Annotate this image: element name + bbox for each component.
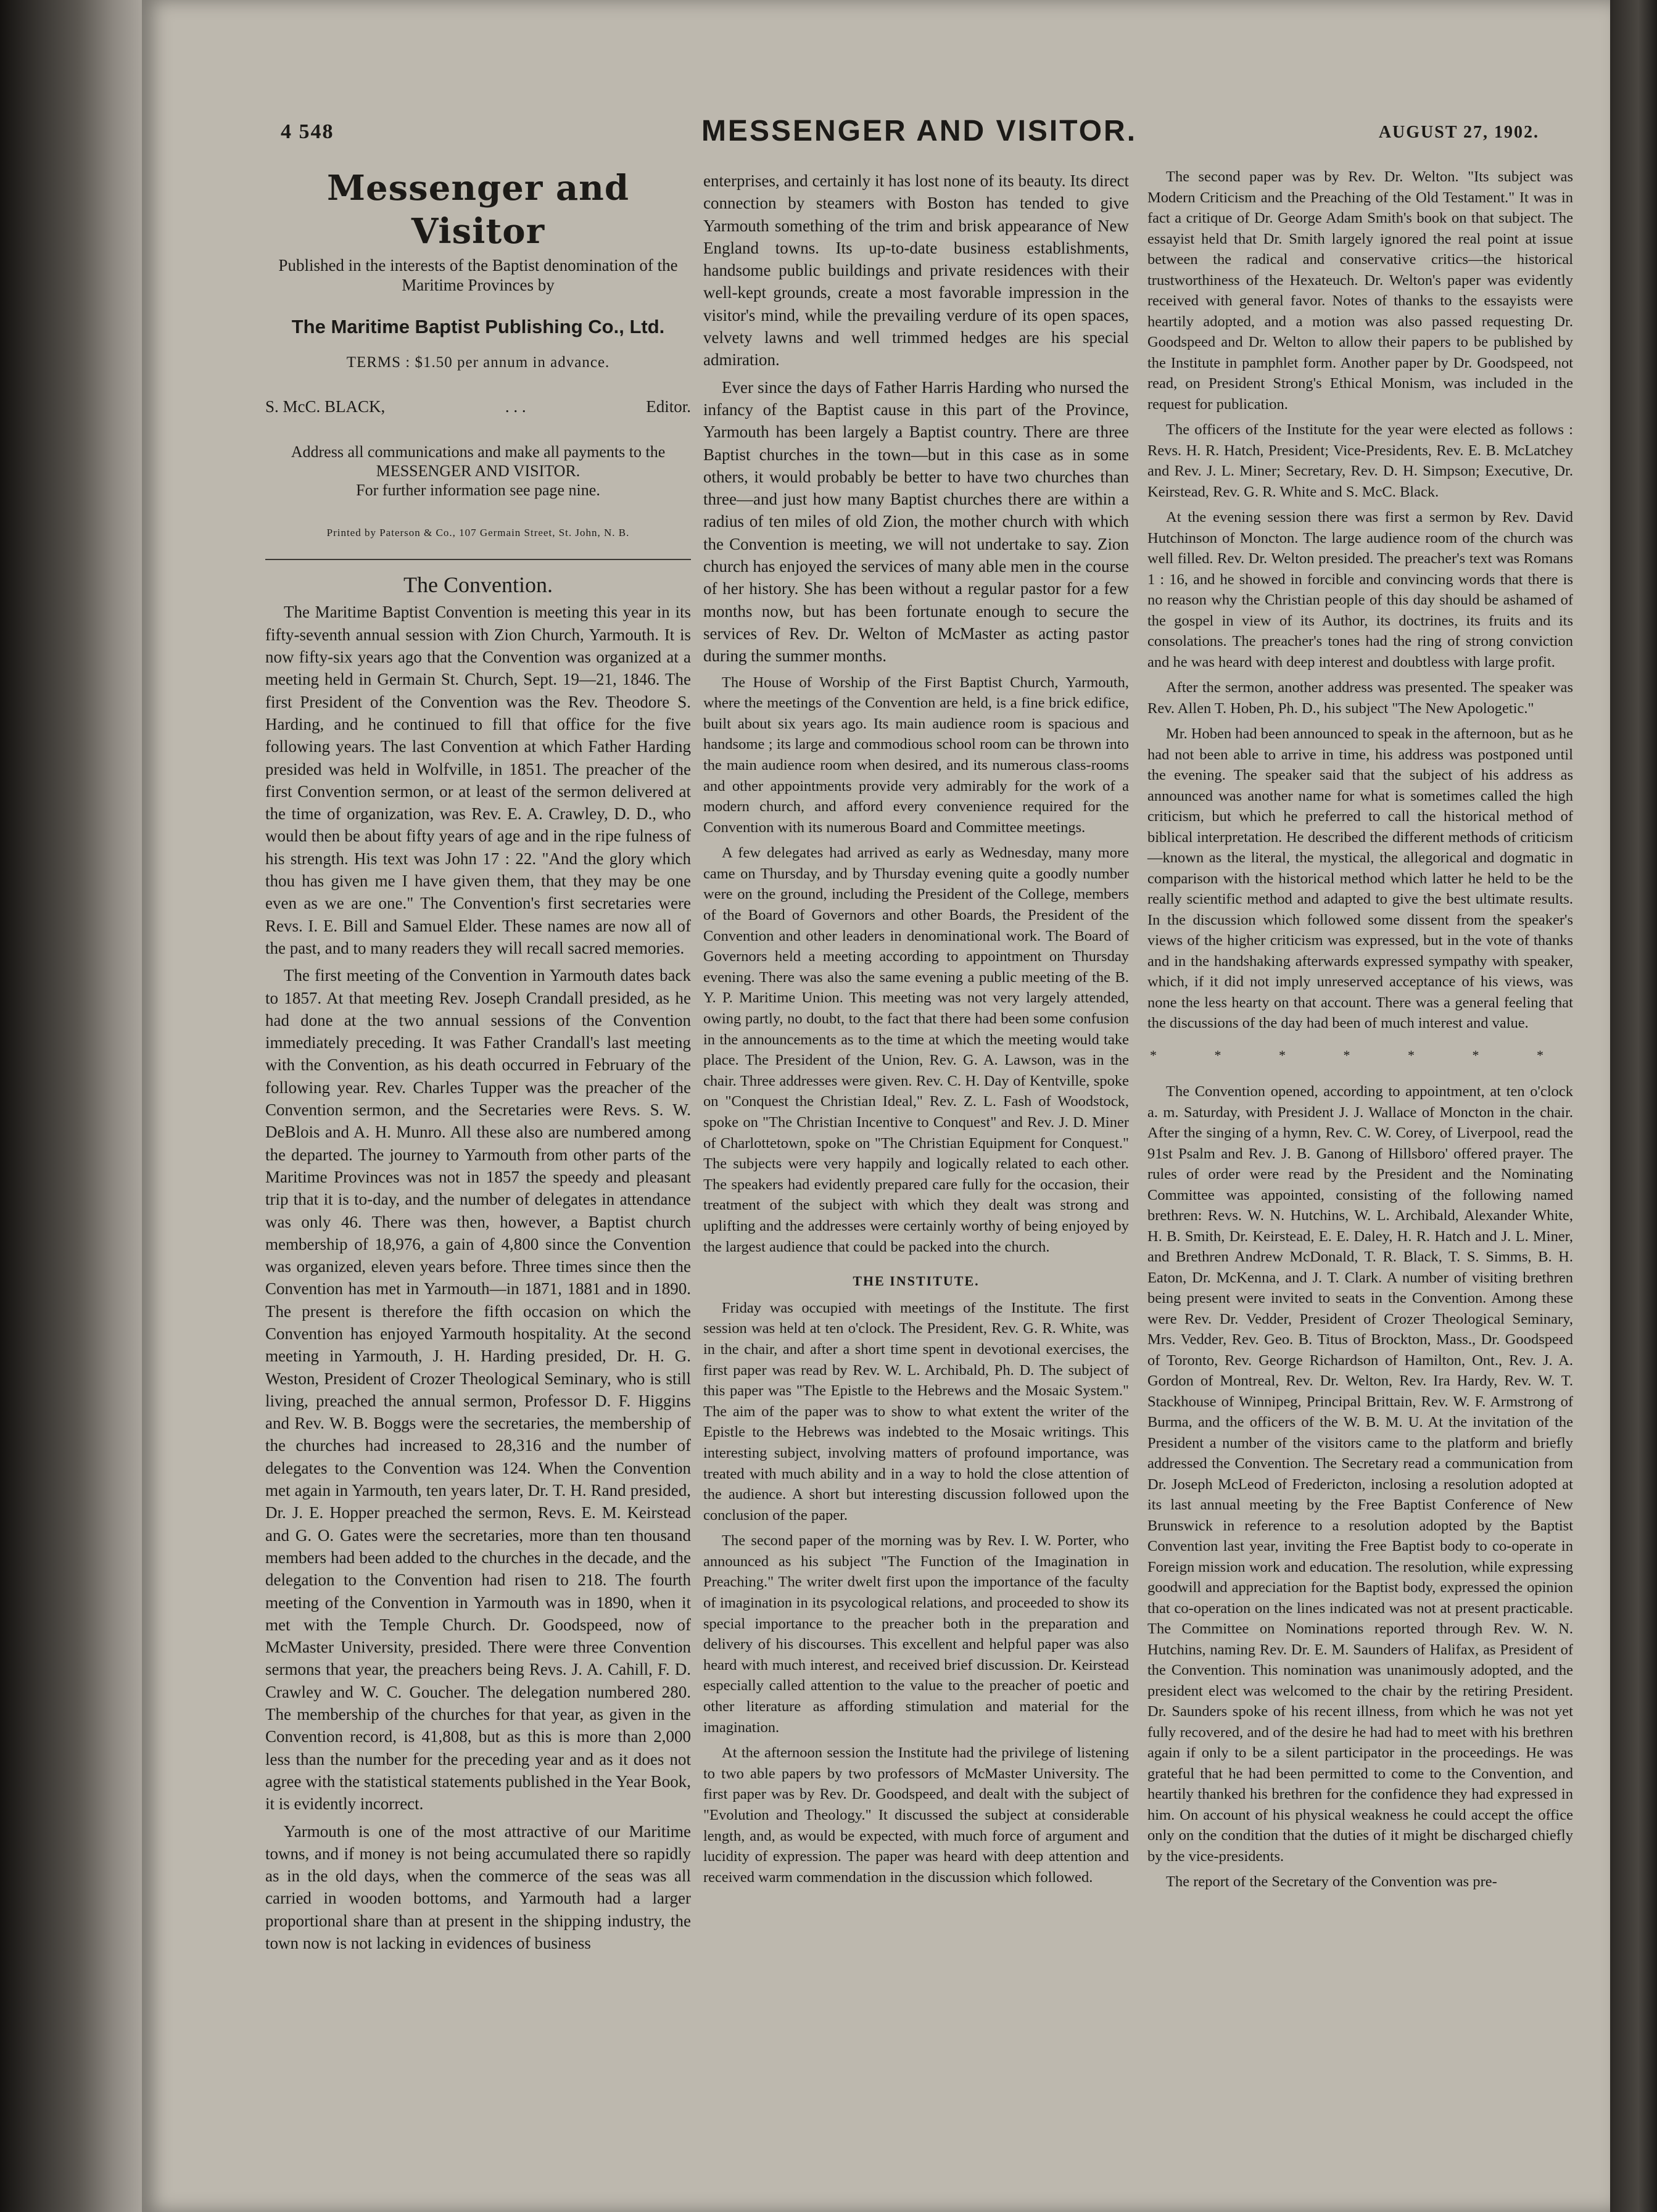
column-3 — [1147, 167, 1573, 1897]
page-header — [265, 114, 1573, 157]
editor-dots: . . . — [505, 397, 526, 416]
address-line: Address all communications and make all payments to the MESSENGER AND VISITOR. — [291, 442, 666, 480]
article-paragraph: The Maritime Baptist Convention is meeting this year in its fifty-seventh annual session with Zion Church, Yarmouth. It is now fifty-six years ago that the Convention was organized at a meeting held in Germain St. Church, Sept. 19—21, 1846. The first President of the Convention was the Rev. Theodore S. Harding, and he continued to fill that office for the five following years. The last Convention at which Father Harding presided was held in Wolfville, in 1851. The preacher of the first Convention sermon, or at least of the sermon delivered at the time of organization, was Rev. E. A. Crawley, D. D., who would then be about fifty years of age and in the ripe fulness of his strength. His text was John 17 : 22. "And the glory which thou has given me I have given them, that they may be one even as we are one." The Convention's first secretaries were Revs. I. E. Bill and Samuel Elder. These names are now all of the past, and to many readers they will recall sacred memories. — [265, 603, 691, 957]
paper-title: Messenger and Visitor — [327, 168, 629, 252]
editor-label: Editor. — [646, 397, 691, 416]
publisher-name: The Maritime Baptist Publishing Co., Ltd. — [291, 316, 665, 337]
column-2 — [703, 170, 1129, 1892]
column-1 — [265, 167, 691, 1959]
printer-credit: Printed by Paterson & Co., 107 Germain Street, St. John, N. B. — [326, 526, 630, 539]
article-paragraph: Ever since the days of Father Harris Harding who nursed the infancy of the Baptist cause in this part of the Province, Yarmouth has been largely a Baptist country. There are three Baptist churches in the town—but in this case as in some others, it would probably be better to have two churches than three—and just how many Baptist churches there are within a radius of ten miles of old Zion, the mother church with which the Convention is meeting, we will not undertake to say. Zion church has enjoyed the services of many able men in the course of her history. She has been without a regular pastor for a few months now, but has been fortunate enough to secure the services of Rev. Dr. Welton of McMaster as acting pastor during the summer months. — [703, 378, 1129, 666]
section-heading-convention: The Convention. — [403, 572, 553, 598]
article-paragraph: At the afternoon session the Institute had the privilege of listening to two able papers by two professors of McMaster University. The first paper was by Rev. Dr. Goodspeed, and dealt with the subject of "Evolution and Theology." It discussed the subject at considerable length, and, as would be expected, with much force of argument and lucidity of expression. The paper was heard with deep attention and received warm commendation in the discussion which followed. — [703, 1744, 1129, 1886]
address-notice — [265, 442, 691, 500]
article-paragraph: At the evening session there was first a sermon by Rev. David Hutchinson of Moncton. The large audience room of the church was well filled. Rev. Dr. Welton presided. The preacher's text was Romans 1 : 16, and he showed in forcible and convincing words that there is no reason why the Christian people of this day should be ashamed of the gospel in view of its Author, its doctrines, its fruits and its consolations. The preacher's tones had the ring of strong conviction and he was heard with deep interest and doubtless with large profit. — [1147, 509, 1573, 671]
editor-line — [265, 395, 691, 418]
article-paragraph: Mr. Hoben had been announced to speak in the afternoon, but as he had not been able to arrive in time, his address was postponed until the evening. The speaker said that the subject of his address as announced was another name for what is sometimes called the high criticism, but which he preferred to call the historical method of biblical interpretation. He described the different methods of criticism—known as the literal, the mystical, the allegorical and dogmatic in comparison with the historical method which latter he held to be the really scientific method and adapted to give the best ultimate results. In the discussion which followed some dissent from the speaker's views of the higher criticism was expressed, but in the vote of thanks and in the handshaking afterwards expressed sympathy with speaker, which, if it did not imply unreserved acceptance of his views, was none the less hearty on that account. There was a general feeling that the discussions of the day had been of much interest and value. — [1147, 725, 1573, 1031]
further-info-line: For further information see page nine. — [356, 481, 600, 499]
article-paragraph: The second paper of the morning was by Rev. I. W. Porter, who announced as his subject "The Function of the Imagination in Preaching." The writer dwelt first upon the importance of the faculty of imagination in its psycological relations, and proceeded to show its special importance to the preacher both in the preparation and delivery of his discourses. This excellent and helpful paper was also heard with much interest, and received brief discussion. Dr. Keirstead especially called attention to the value to the preacher of poetic and other literature as affording stimulation and material for the imagination. — [703, 1532, 1129, 1736]
article-paragraph: The House of Worship of the First Baptist Church, Yarmouth, where the meetings of the Convention are held, is a fine brick edifice, built about six years ago. Its main audience room is spacious and handsome ; its large and commodious school room can be thrown into the main audience room when desired, and its numerous class-rooms and other appointments provide very admirably for the work of a modern church, and afford every convenience required for the Convention with its numerous Board and Committee meetings. — [703, 674, 1129, 836]
article-paragraph: The officers of the Institute for the year were elected as follows : Revs. H. R. Hatch, President; Vice-Presidents, Rev. E. B. McLatchey and Rev. J. L. Miner; Secretary, Rev. D. H. Simpson; Executive, Dr. Keirstead, Rev. G. R. White and S. McC. Black. — [1147, 421, 1573, 500]
section-heading-institute: THE INSTITUTE. — [853, 1273, 980, 1289]
article-paragraph: enterprises, and certainly it has lost none of its beauty. Its direct connection by steamers with Boston has tended to give Yarmouth something of the trim and brisk appearance of New England towns. Its up-to-date business establishments, handsome public buildings and private residences with their well-kept grounds, create a most favorable impression in the visitor's mind, while the prevailing verdure of its open spaces, velvety lawns and well trimmed hedges are his special admiration. — [703, 171, 1129, 369]
divider — [265, 559, 691, 560]
published-line: Published in the interests of the Baptist denomination of the Maritime Provinces by — [278, 256, 678, 294]
issue-date: AUGUST 27, 1902. — [1378, 123, 1539, 142]
article-paragraph: Friday was occupied with meetings of the Institute. The first session was held at ten o'clock. The President, Rev. G. R. White, was in the chair, and after a short time spent in devotional exercises, the first paper was read by Rev. W. L. Archibald, Ph. D. The subject of this paper was "The Epistle to the Hebrews and the Mosaic System." The aim of the paper was to show to what extent the writer of the Epistle to the Hebrews was indebted to the Mosaic writings. This interesting subject, involving matters of profound importance, was treated with much ability and in a way to hold the close attention of the audience. A short but interesting discussion followed upon the conclusion of the paper. — [703, 1299, 1129, 1524]
book-binding — [0, 0, 142, 2212]
nameplate — [265, 167, 691, 544]
article-paragraph: The Convention opened, according to appointment, at ten o'clock a. m. Saturday, with President J. J. Wallace of Moncton in the chair. After the singing of a hymn, Rev. C. W. Corey, of Liverpool, read the 91st Psalm and Rev. J. B. Ganong of Hillsboro' offered prayer. The rules of order were read by the President and the Nominating Committee was appointed, consisting of the following named brethren: Revs. W. N. Hutchins, W. L. Archibald, Alexander White, H. B. Smith, Dr. Keirstead, E. E. Daley, H. R. Hatch and J. L. Miner, and Brethren Andrew McDonald, T. R. Black, T. S. Simms, B. H. Eaton, Dr. McKenna, and J. T. Clark. A number of visiting brethren being present were invited to seats in the Convention. Among these were Rev. Dr. Vedder, President of Crozer Theological Seminary, Mrs. Vedder, Rev. Geo. B. Titus of Brockton, Mass., Dr. Goodspeed of Toronto, Rev. George Richardson of Hamilton, Ont., Rev. J. A. Gordon of Montreal, Rev. Dr. Welton, Rev. Ira Hardy, Rev. W. T. Stackhouse of Winnipeg, Principal Brittain, Rev. W. F. Armstrong of Burma, and the officers of the W. B. M. U. At the invitation of the President a number of the visitors came to the platform and briefly addressed the Convention. The Secretary read a communication from Dr. Joseph McLeod of Fredericton, inclosing a resolution adopted at its last annual meeting by the Free Baptist Conference of New Brunswick in reference to a resolution adopted by the Baptist Convention last year, inviting the Free Baptist body to co-operate in Foreign mission work and education. The resolution, while expressing goodwill and appreciation for the Baptist body, expressed the opinion that co-operation on the lines indicated was not at present practicable. The Committee on Nominations reported through Rev. W. N. Hutchins, naming Rev. Dr. E. M. Saunders of Halifax, as President of the Convention. This nomination was unanimously adopted, and the president elect was welcomed to the chair by the retiring President. Dr. Saunders spoke of his recent illness, from which he was not yet fully recovered, and of the desire he had had to meet with his brethren again if only to be a silent participator in the proceedings. He was grateful that he had been permitted to come to the Convention, and heartily thanked his brethren for the confidence they had expressed in him. On account of his physical weakness he could accept the office only on the condition that the duties of it might be discharged chiefly by the vice-presidents. — [1147, 1083, 1573, 1865]
subscription-terms: TERMS : $1.50 per annum in advance. — [346, 354, 610, 371]
page-edge — [1610, 0, 1657, 2212]
article-paragraph: Yarmouth is one of the most attractive of our Maritime towns, and if money is not being accumulated there so rapidly as in the old days, when the commerce of the seas was all carried in wooden bottoms, and Yarmouth had a larger proportional share than at present in the shipping industry, the town now is not lacking in evidences of business — [265, 1822, 691, 1952]
page-number: 4 548 — [281, 120, 334, 143]
article-paragraph: The first meeting of the Convention in Yarmouth dates back to 1857. At that meeting Rev. Joseph Crandall presided, as he had done at the two annual sessions of the Convention immediately preceding. It was Father Crandall's last meeting with the Convention, as his death occurred in February of the following year. Rev. Charles Tupper was the preacher of the Convention sermon, and the Secretaries were Revs. S. W. DeBlois and A. H. Munro. All these also are numbered among the departed. The journey to Yarmouth from other parts of the Maritime Provinces was not in 1857 the speedy and pleasant trip that it is to-day, and the number of delegates in attendance was only 46. There was then, however, a Baptist church membership of 18,976, a gain of 4,800 since the Convention was organized, eleven years before. Three times since then the Convention has met in Yarmouth—in 1871, 1881 and in 1890. The present is therefore the fifth occasion on which the Convention has enjoyed Yarmouth hospitality. At the second meeting in Yarmouth, J. H. Harding presided, Dr. H. G. Weston, President of Crozer Theological Seminary, who is still living, preached the annual sermon, Professor D. F. Higgins and Rev. W. B. Boggs were the secretaries, the membership of the churches had increased to 28,316 and the number of delegates to the Convention was 124. When the Convention met again in Yarmouth, ten years later, Dr. T. H. Rand presided, Dr. J. E. Hopper preached the sermon, Revs. E. M. Keirstead and G. O. Gates were the secretaries, more than ten thousand members had been added to the churches in the decade, and the delegation to the Convention had risen to 218. The fourth meeting of the Convention in Yarmouth was in 1890, when it met with the Temple Church. Dr. Goodspeed, now of McMaster University, presided. There were three Convention sermons that year, the preachers being Revs. J. A. Cahill, F. D. Crawley and W. C. Goucher. The delegation numbered 280. The membership of the churches for that year, as given in the Convention record, is 41,808, but as this is more than 2,000 less than the number for the preceding year and as it does not agree with the statistical statements published in the Year Book, it is evidently incorrect. — [265, 966, 691, 1814]
running-masthead: MESSENGER AND VISITOR. — [701, 115, 1138, 147]
section-separator-stars: * * * * * * * — [1150, 1047, 1571, 1063]
article-paragraph: After the sermon, another address was presented. The speaker was Rev. Allen T. Hoben, Ph. D., his subject "The New Apologetic." — [1147, 679, 1573, 717]
article-paragraph: The report of the Secretary of the Convention was pre- — [1166, 1873, 1497, 1890]
article-paragraph: The second paper was by Rev. Dr. Welton. "Its subject was Modern Criticism and the Preaching of the Old Testament." It was in fact a critique of Dr. George Adam Smith's book on that subject. The essayist held that Dr. Smith largely ignored the real point at issue between the radical and conservative critics—the historical trustworthiness of the Hexateuch. Dr. Welton's paper was evidently received with general favor. Notes of thanks to the essayists were heartily adopted, and a motion was also passed requesting Dr. Goodspeed and Dr. Welton to allow their papers to be published by the Institute in pamphlet form. Another paper by Dr. Goodspeed, not read, on President Strong's Ethical Monism, was included in the request for publication. — [1147, 168, 1573, 413]
article-paragraph: A few delegates had arrived as early as Wednesday, many more came on Thursday, and by Thursday evening quite a goodly number were on the ground, including the President of the College, members of the Board of Governors and other Boards, the President of the Convention and other leaders in denominational work. The Board of Governors held a meeting according to appointment on Thursday evening. There was also the same evening a public meeting of the B. Y. P. Maritime Union. This meeting was not very largely attended, owing partly, no doubt, to the fact that there had been some confusion in the announcements as to the time at which the meeting would take place. The President of the Union, Rev. G. A. Lawson, was in the chair. Three addresses were given. Rev. C. H. Day of Kentville, spoke on "Conquest the Christian Ideal," Rev. Z. L. Fash of Woodstock, spoke on "The Christian Incentive to Conquest" and Rev. J. D. Miner of Charlottetown, spoke on "The Christian Equipment for Conquest." The subjects were very happily and logically related to each other. The speakers had evidently prepared care fully for the occasion, their treatment of the subject with which they dealt was strong and uplifting and the addresses were certainly worthy of being enjoyed by the largest audience that could be packed into the church. — [703, 844, 1129, 1255]
editor-name: S. McC. BLACK, — [265, 397, 386, 416]
